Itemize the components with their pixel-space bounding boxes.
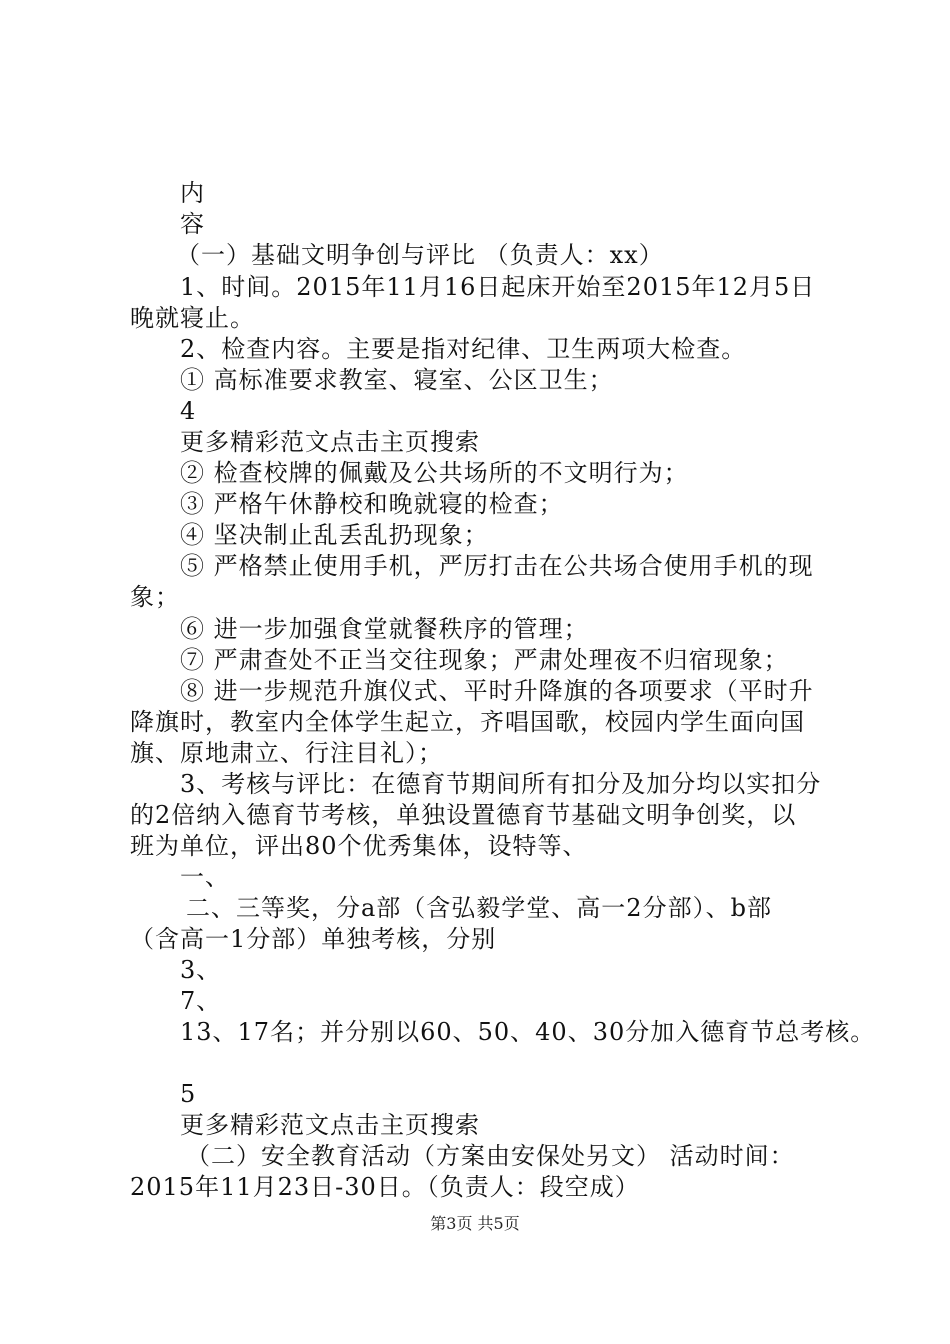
text-line: 内: [180, 179, 205, 207]
list-item: ⑧ 进一步规范升旗仪式、平时升降旗的各项要求（平时升: [180, 677, 814, 705]
text-line: 班为单位，评出80个优秀集体，设特等、: [130, 832, 588, 860]
text-line: 3、考核与评比：在德育节期间所有扣分及加分均以实扣分: [180, 770, 822, 798]
text-line: 1、时间。2015年11月16日起床开始至2015年12月5日: [180, 273, 816, 301]
text-line: （含高一1分部）单独考核，分别: [130, 925, 497, 953]
list-item: ① 高标准要求教室、寝室、公区卫生；: [180, 366, 614, 394]
list-item: ② 检查校牌的佩戴及公共场所的不文明行为；: [180, 459, 689, 487]
list-item: ⑥ 进一步加强食堂就餐秩序的管理；: [180, 615, 589, 643]
list-item: ⑦ 严肃查处不正当交往现象；严肃处理夜不归宿现象；: [180, 646, 789, 674]
text-line: 旗、原地肃立、行注目礼）；: [130, 739, 443, 767]
text-line: 晚就寝止。: [130, 304, 255, 332]
text-line: 3、: [180, 956, 222, 984]
text-line: 的2倍纳入德育节考核，单独设置德育节基础文明争创奖，以: [130, 801, 797, 829]
text-line: 降旗时，教室内全体学生起立，齐唱国歌，校园内学生面向国: [130, 708, 805, 736]
text-line: 2、检查内容。主要是指对纪律、卫生两项大检查。: [180, 335, 747, 363]
text-line: 7、: [180, 987, 222, 1015]
promo-text: 更多精彩范文点击主页搜索: [180, 1111, 480, 1139]
text-line: 象；: [130, 583, 180, 611]
text-line: 容: [180, 210, 205, 238]
list-item: ③ 严格午休静校和晚就寝的检查；: [180, 490, 564, 518]
section-heading: （二）安全教育活动（方案由安保处另文） 活动时间：: [186, 1142, 795, 1170]
promo-text: 更多精彩范文点击主页搜索: [180, 428, 480, 456]
list-item: ⑤ 严格禁止使用手机，严厉打击在公共场合使用手机的现: [180, 552, 814, 580]
page-footer: 第3页 共5页: [430, 1214, 520, 1233]
text-line: 13、17名；并分别以60、50、40、30分加入德育节总考核。: [180, 1018, 876, 1046]
text-line: 二、三等奖，分a部（含弘毅学堂、高一2分部）、b部: [186, 894, 772, 922]
text-line: 一、: [180, 863, 230, 891]
section-heading: （一）基础文明争创与评比 （负责人：xx）: [176, 241, 664, 269]
list-item: ④ 坚决制止乱丢乱扔现象；: [180, 521, 489, 549]
page-number-marker: 5: [180, 1080, 197, 1108]
page-number-marker: 4: [180, 397, 197, 425]
text-line: 2015年11月23日-30日。（负责人：段空成）: [130, 1173, 640, 1201]
